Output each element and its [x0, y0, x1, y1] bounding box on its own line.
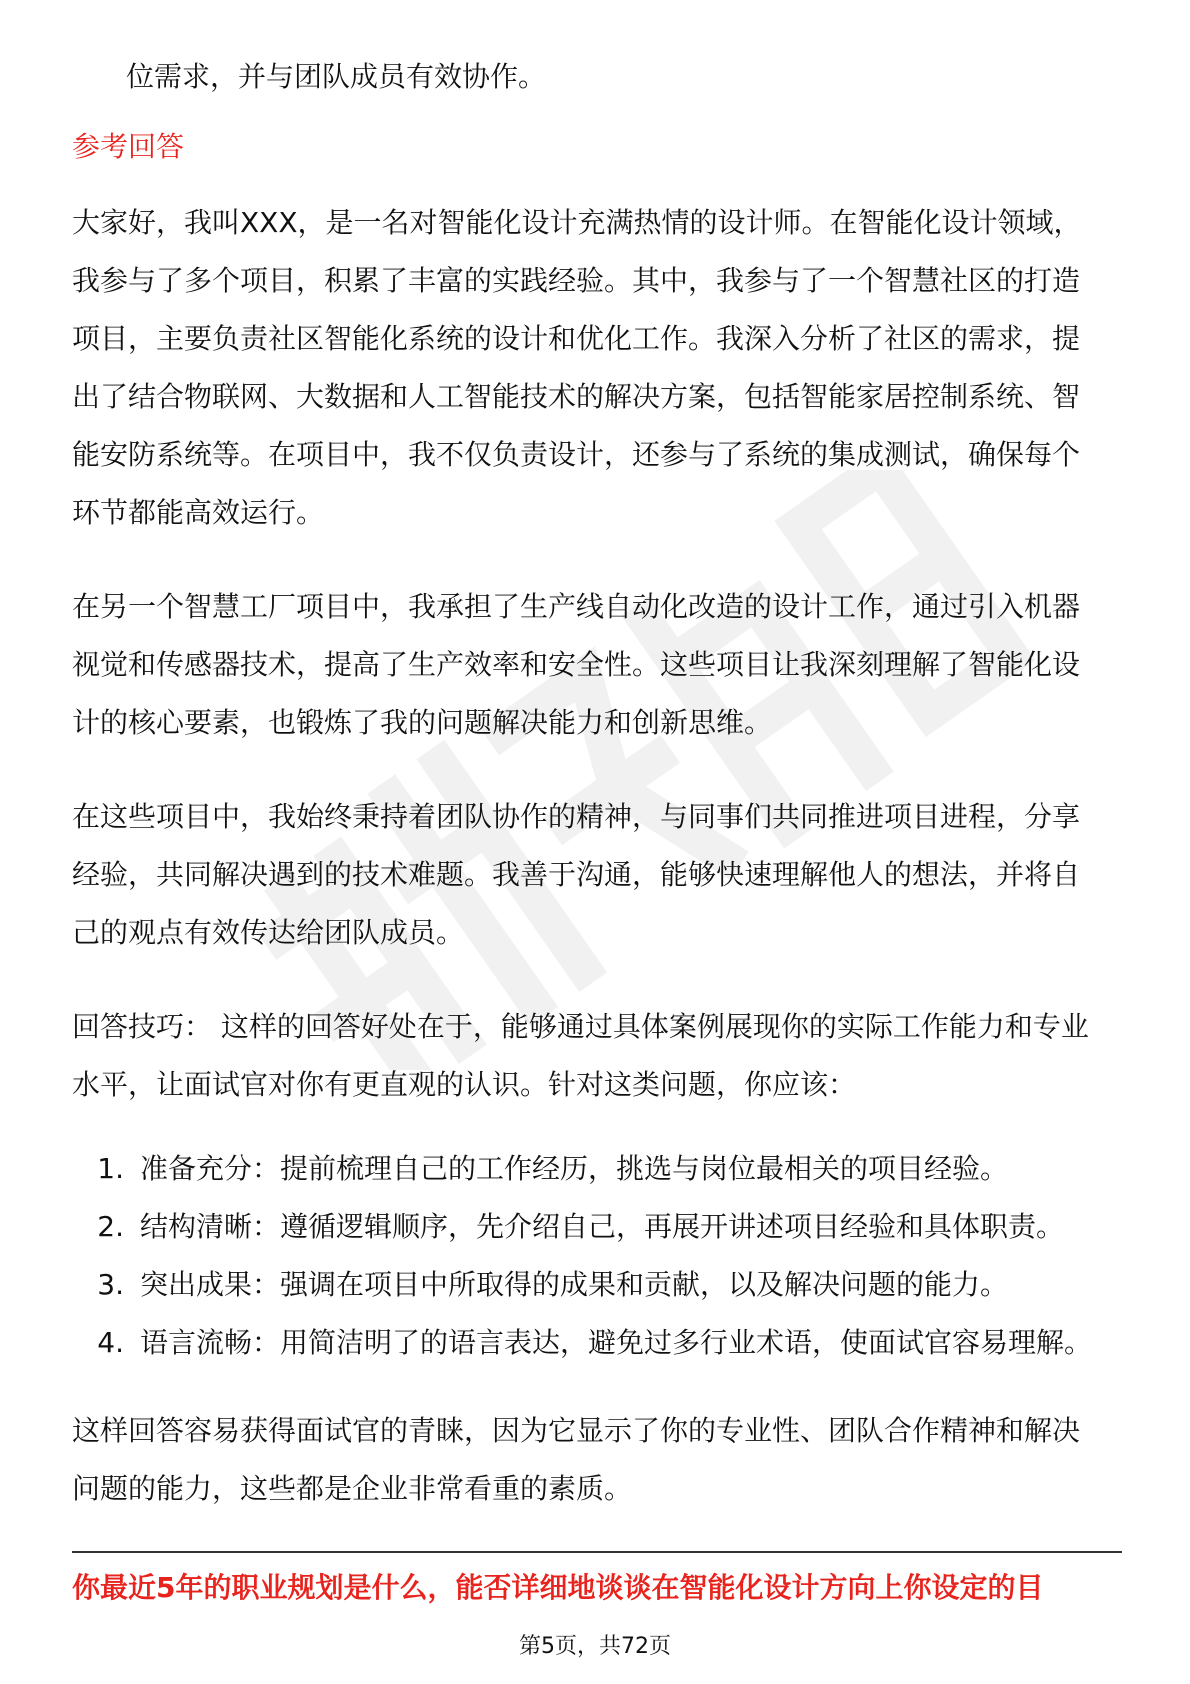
- paragraph-line: 计的核心要素，也锻炼了我的问题解决能力和创新思维。: [72, 706, 773, 739]
- answer-paragraph-1: [72, 194, 1122, 542]
- paragraph-line: 己的观点有效传达给团队成员。: [72, 916, 465, 949]
- next-question-heading: 你最近5年的职业规划是什么，能否详细地谈谈在智能化设计方向上你设定的目: [72, 1571, 1044, 1604]
- list-item-text: 结构清晰：遵循逻辑顺序，先介绍自己，再展开讲述项目经验和具体职责。: [140, 1210, 1065, 1243]
- paragraph-line: 水平，让面试官对你有更直观的认识。针对这类问题，你应该：: [72, 1068, 857, 1101]
- paragraph-line: 这样回答容易获得面试官的青睐，因为它显示了你的专业性、团队合作精神和解决: [72, 1414, 1081, 1447]
- section-heading: 参考回答: [72, 130, 185, 163]
- paragraph-line: 出了结合物联网、大数据和人工智能技术的解决方案，包括智能家居控制系统、智: [72, 380, 1081, 413]
- paragraph-line: 经验，共同解决遇到的技术难题。我善于沟通，能够快速理解他人的想法，并将自: [72, 858, 1081, 891]
- list-number: 4.: [97, 1326, 124, 1359]
- main-content: [72, 48, 1122, 1554]
- section-divider: [72, 1551, 1122, 1553]
- paragraph-line: 我参与了多个项目，积累了丰富的实践经验。其中，我参与了一个智慧社区的打造: [72, 264, 1081, 297]
- list-number: 1.: [97, 1152, 124, 1185]
- list-number: 2.: [97, 1210, 124, 1243]
- list-item: [72, 1314, 1122, 1372]
- paragraph-line: 大家好，我叫XXX，是一名对智能化设计充满热情的设计师。在智能化设计领域，: [72, 206, 1082, 239]
- list-item-text: 突出成果：强调在项目中所取得的成果和贡献，以及解决问题的能力。: [140, 1268, 1009, 1301]
- paragraph-line: 回答技巧： 这样的回答好处在于，能够通过具体案例展现你的实际工作能力和专业: [72, 1010, 1089, 1043]
- paragraph-line: 在这些项目中，我始终秉持着团队协作的精神，与同事们共同推进项目进程，分享: [72, 800, 1081, 833]
- continued-line: 位需求，并与团队成员有效协作。: [126, 60, 547, 93]
- tips-list: [72, 1140, 1122, 1372]
- paragraph-line: 项目，主要负责社区智能化系统的设计和优化工作。我深入分析了社区的需求，提: [72, 322, 1081, 355]
- closing-paragraph: [72, 1402, 1122, 1518]
- list-item: [72, 1198, 1122, 1256]
- paragraph-line: 在另一个智慧工厂项目中，我承担了生产线自动化改造的设计工作，通过引入机器: [72, 590, 1081, 623]
- list-item-text: 语言流畅：用简洁明了的语言表达，避免过多行业术语，使面试官容易理解。: [140, 1326, 1093, 1359]
- tips-intro-paragraph: [72, 998, 1122, 1114]
- list-item: [72, 1140, 1122, 1198]
- paragraph-line: 环节都能高效运行。: [72, 496, 325, 529]
- page-footer: 第5页，共72页: [519, 1634, 671, 1659]
- list-item-text: 准备充分：提前梳理自己的工作经历，挑选与岗位最相关的项目经验。: [140, 1152, 1009, 1185]
- paragraph-line: 能安防系统等。在项目中，我不仅负责设计，还参与了系统的集成测试，确保每个: [72, 438, 1081, 471]
- answer-paragraph-2: [72, 578, 1122, 752]
- answer-paragraph-3: [72, 788, 1122, 962]
- paragraph-line: 问题的能力，这些都是企业非常看重的素质。: [72, 1472, 633, 1505]
- paragraph-line: 视觉和传感器技术，提高了生产效率和安全性。这些项目让我深刻理解了智能化设: [72, 648, 1081, 681]
- list-item: [72, 1256, 1122, 1314]
- list-number: 3.: [97, 1268, 124, 1301]
